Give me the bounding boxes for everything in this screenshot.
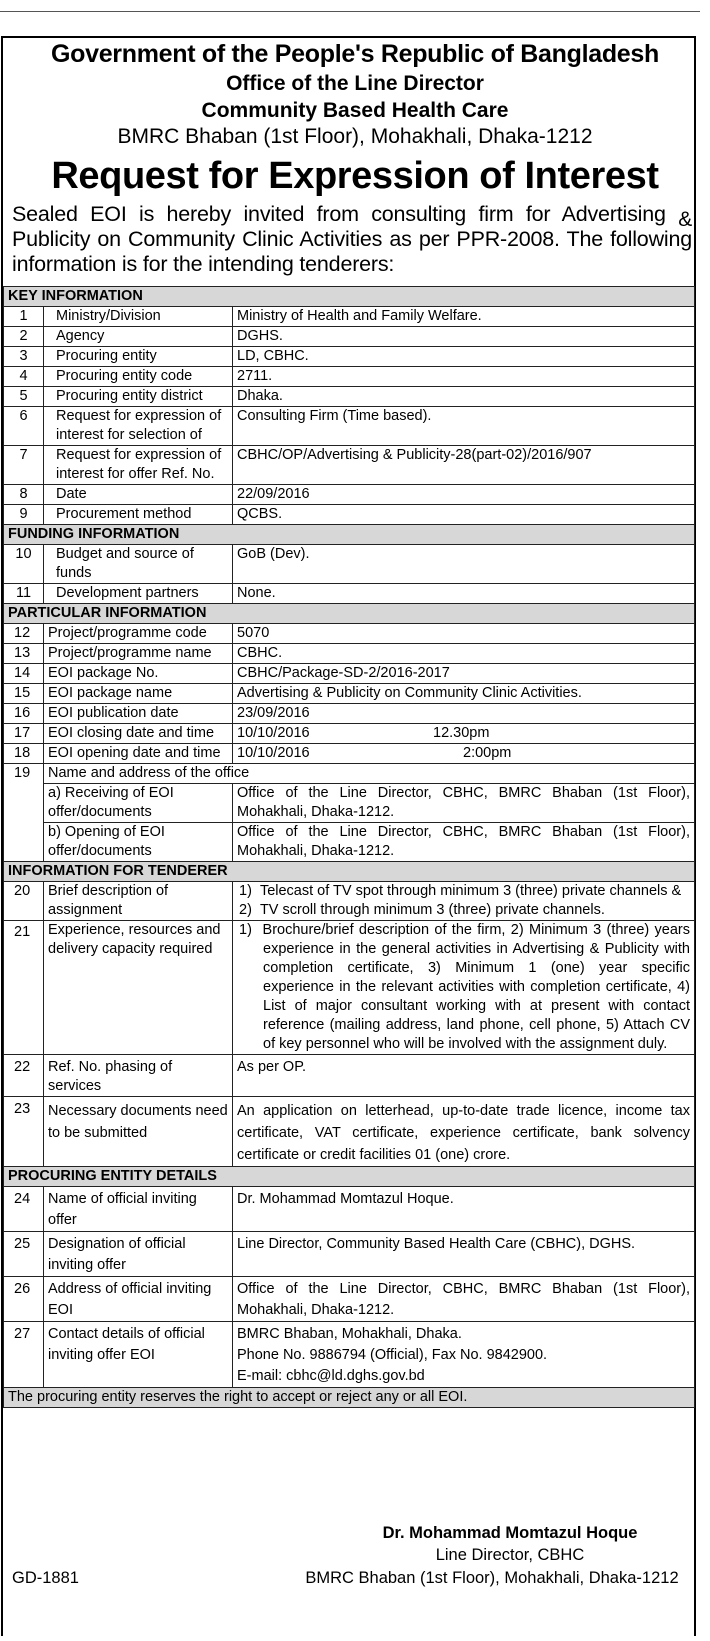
closing-date: 10/10/2016 <box>237 725 310 741</box>
table-row: 4 Procuring entity code 2711. <box>4 367 695 387</box>
table-row: 9 Procurement method QCBS. <box>4 505 695 525</box>
programme-heading: Community Based Health Care <box>201 99 509 122</box>
reference-code: GD-1881 <box>12 1569 79 1587</box>
closing-time: 12.30pm <box>433 725 490 741</box>
table-row: 20 Brief description of assignment 1) Telecast of TV spot through minimum 3 (three) private channels & 2) TV scroll through minimum 3 (three) private channels. <box>4 882 695 921</box>
contact-address: BMRC Bhaban, Mohakhali, Dhaka. <box>237 1326 462 1342</box>
table-row: a) Receiving of EOI offer/documents Office of the Line Director, CBHC, BMRC Bhaban (1st Floor), Mohakhali, Dhaka-1212. <box>4 784 695 823</box>
government-heading: Government of the People's Republic of Bangladesh <box>50 40 659 68</box>
eoi-table <box>3 286 695 1408</box>
assignment-item-1: 1) Telecast of TV spot through minimum 3 (three) private channels & <box>239 883 682 899</box>
signatory-address: BMRC Bhaban (1st Floor), Mohakhali, Dhaka-1212 <box>305 1569 679 1587</box>
experience-item: 1) Brochure/brief description of the firm, 2) Minimum 3 (three) years experience in the general activities in Advertising & Publicity with completion certificate, 3) Minimum 1 (one) year specific experience in the relevant activities with completion certificate, 4) List of major consultant working with at present with contact reference (mailing address, land phone, cell phone, 5) Attach CV of key personnel who will be involved with the assignment duly. <box>239 922 690 1052</box>
table-row: 6 Request for expression of interest for selection of Consulting Firm (Time based). <box>4 407 695 446</box>
table-row: 19 Name and address of the office <box>4 764 695 784</box>
table-row: 7 Request for expression of interest for offer Ref. No. CBHC/OP/Advertising & Publicity-28(part-02)/2016/907 <box>4 446 695 485</box>
section-information-for-tenderer: INFORMATION FOR TENDERER <box>4 862 695 882</box>
table-row: 26 Address of official inviting EOI Office of the Line Director, CBHC, BMRC Bhaban (1st Floor), Mohakhali, Dhaka-1212. <box>4 1277 695 1322</box>
table-row: 8 Date 22/09/2016 <box>4 485 695 505</box>
table-row: 23 Necessary documents need to be submitted An application on letterhead, up-to-date trade licence, income tax certificate, VAT certificate, experience certificate, bank solvency certificate or credit facilities 01 (one) crore. <box>4 1097 695 1167</box>
table-row: 22 Ref. No. phasing of services As per OP. <box>4 1055 695 1097</box>
section-procuring-entity-details: PROCURING ENTITY DETAILS <box>4 1167 695 1187</box>
table-row: 14 EOI package No. CBHC/Package-SD-2/2016-2017 <box>4 664 695 684</box>
table-row: 16 EOI publication date 23/09/2016 <box>4 704 695 724</box>
section-key-information: KEY INFORMATION <box>4 287 695 307</box>
assignment-item-2: 2) TV scroll through minimum 3 (three) private channels. <box>239 902 605 918</box>
table-row: 5 Procuring entity district Dhaka. <box>4 387 695 407</box>
office-heading: Office of the Line Director <box>226 72 484 95</box>
table-row: 13 Project/programme name CBHC. <box>4 644 695 664</box>
intro-paragraph <box>12 202 692 277</box>
top-rule <box>0 11 700 12</box>
opening-time: 2:00pm <box>463 745 512 761</box>
table-row: b) Opening of EOI offer/documents Office of the Line Director, CBHC, BMRC Bhaban (1st Floor), Mohakhali, Dhaka-1212. <box>4 823 695 862</box>
footer-note: The procuring entity reserves the right to accept or reject any or all EOI. <box>4 1388 695 1408</box>
table-row: 25 Designation of official inviting offer Line Director, Community Based Health Care (CBHC), DGHS. <box>4 1232 695 1277</box>
section-funding-information: FUNDING INFORMATION <box>4 525 695 545</box>
intro-part2: Publicity on Community Clinic Activities as per PPR-2008. The following information is for the intending tenderers: <box>12 227 692 276</box>
table-row: 21 Experience, resources and delivery capacity required 1) Brochure/brief description of the firm, 2) Minimum 3 (three) years experience in the general activities in Advertising & Publicity with completion certificate, 3) Minimum 1 (one) year specific experience in the relevant activities with completion certificate, 4) List of major consultant working with at present with contact reference (mailing address, land phone, cell phone, 5) Attach CV of key personnel who will be involved with the assignment duly. <box>4 921 695 1055</box>
table-row: 1 Ministry/Division Ministry of Health and Family Welfare. <box>4 307 695 327</box>
opening-date: 10/10/2016 <box>237 745 310 761</box>
contact-phone: Phone No. 9886794 (Official), Fax No. 9842900. <box>237 1347 548 1363</box>
table-row: 3 Procuring entity LD, CBHC. <box>4 347 695 367</box>
signatory-title: Line Director, CBHC <box>435 1546 585 1564</box>
signatory-name: Dr. Mohammad Momtazul Hoque <box>382 1524 638 1542</box>
intro-part1: Sealed EOI is hereby invited from consulting firm for Advertising <box>12 202 666 226</box>
section-particular-information: PARTICULAR INFORMATION <box>4 604 695 624</box>
table-row: 12 Project/programme code 5070 <box>4 624 695 644</box>
table-row: 15 EOI package name Advertising & Publicity on Community Clinic Activities. <box>4 684 695 704</box>
table-row: 18 EOI opening date and time 10/10/2016 2:00pm <box>4 744 695 764</box>
page-title: Request for Expression of Interest <box>51 155 659 197</box>
contact-email: E-mail: cbhc@ld.dghs.gov.bd <box>237 1368 425 1384</box>
intro-ampersand: & <box>678 208 692 231</box>
table-row: 24 Name of official inviting offer Dr. Mohammad Momtazul Hoque. <box>4 1187 695 1232</box>
table-row: 2 Agency DGHS. <box>4 327 695 347</box>
table-row: 11 Development partners None. <box>4 584 695 604</box>
footer-note-row <box>4 1388 695 1408</box>
table-row: 27 Contact details of official inviting offer EOI BMRC Bhaban, Mohakhali, Dhaka. Phone No. 9886794 (Official), Fax No. 9842900. E-mail: cbhc@ld.dghs.gov.bd <box>4 1322 695 1388</box>
table-row: 10 Budget and source of funds GoB (Dev). <box>4 545 695 584</box>
table-row: 17 EOI closing date and time 10/10/2016 12.30pm <box>4 724 695 744</box>
office-address: BMRC Bhaban (1st Floor), Mohakhali, Dhaka-1212 <box>117 125 593 148</box>
